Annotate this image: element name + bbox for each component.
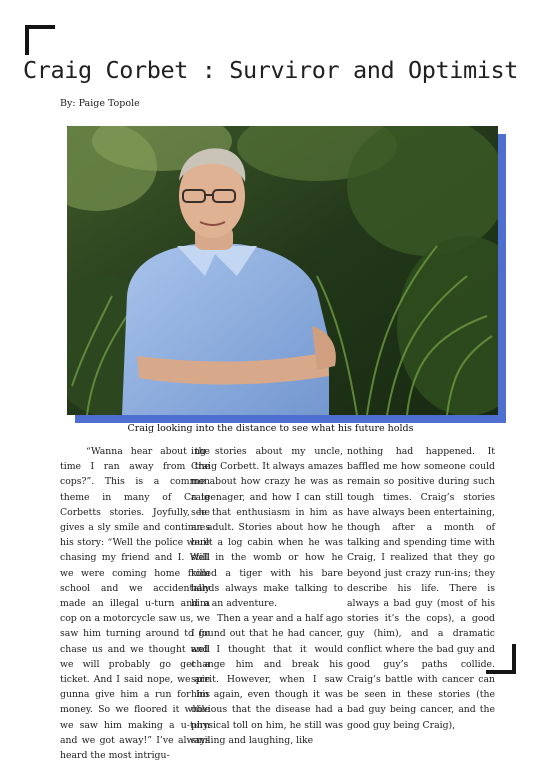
article-column-2 [191,444,343,748]
article-column-1 [60,444,210,763]
portrait-illustration [67,126,498,415]
paragraph: nothing had happened. It baffled me how someone could remain so positive during such tough times. Craig’s stories have always been entertaining, though after a month of talking and spending time with Craig, I realized that they go beyond just crazy run-ins; they describe his life. There is always a bad guy (most of his stories it’s the cops), a good guy (him), and a dramatic conflict where the bad guy and good guy’s paths collide. Craig’s battle with cancer can be seen in these stories (the bad guy being cancer, and the good guy being Craig), [347,446,495,731]
paragraph: ing stories about my uncle, Craig Corbett. It always amazes me about how crazy he was as a teenager, and how I can still see that enthusiasm in him as an adult. Stories about how he built a log cabin when he was still in the womb or how he killed a tiger with his bare hands always make talking to him an adventure. [191,446,343,610]
article-byline: By: Paige Topole [60,98,140,109]
corner-mark-top-left-horizontal [25,25,55,29]
corner-mark-bottom-right-vertical [512,644,516,674]
corner-mark-top-left-vertical [25,25,29,55]
paragraph: Then a year and a half ago I found out that he had cancer, and I thought that it would change him and break his spirit. However, when I saw him again, even though it was obvious that the disease had a physical toll on him, he still was smiling and laughing, like [191,613,343,746]
article-title: Craig Corbet : Surviror and Optimist [23,56,518,84]
article-column-3 [347,444,495,733]
photo-caption: Craig looking into the distance to see what his future holds [127,423,414,434]
paragraph: “Wanna hear about the time I ran away from the cops?”. This is a common theme in many of Craig Corbetts stories. Joyfully, he gives a sly smile and continues his story: “Well the police were chasing my friend and I. Well we were coming home from school and we accidentally made an illegal u-turn and a cop on a motorcycle saw us, we saw him turning around to go chase us and we thought well we will probably go get a ticket. And I said nope, we are gunna give him a run for his money. So we floored it while we saw him making a u-turn and we got away!” I’ve always heard the most intrigu- [60,446,210,762]
article-photo [67,126,498,415]
